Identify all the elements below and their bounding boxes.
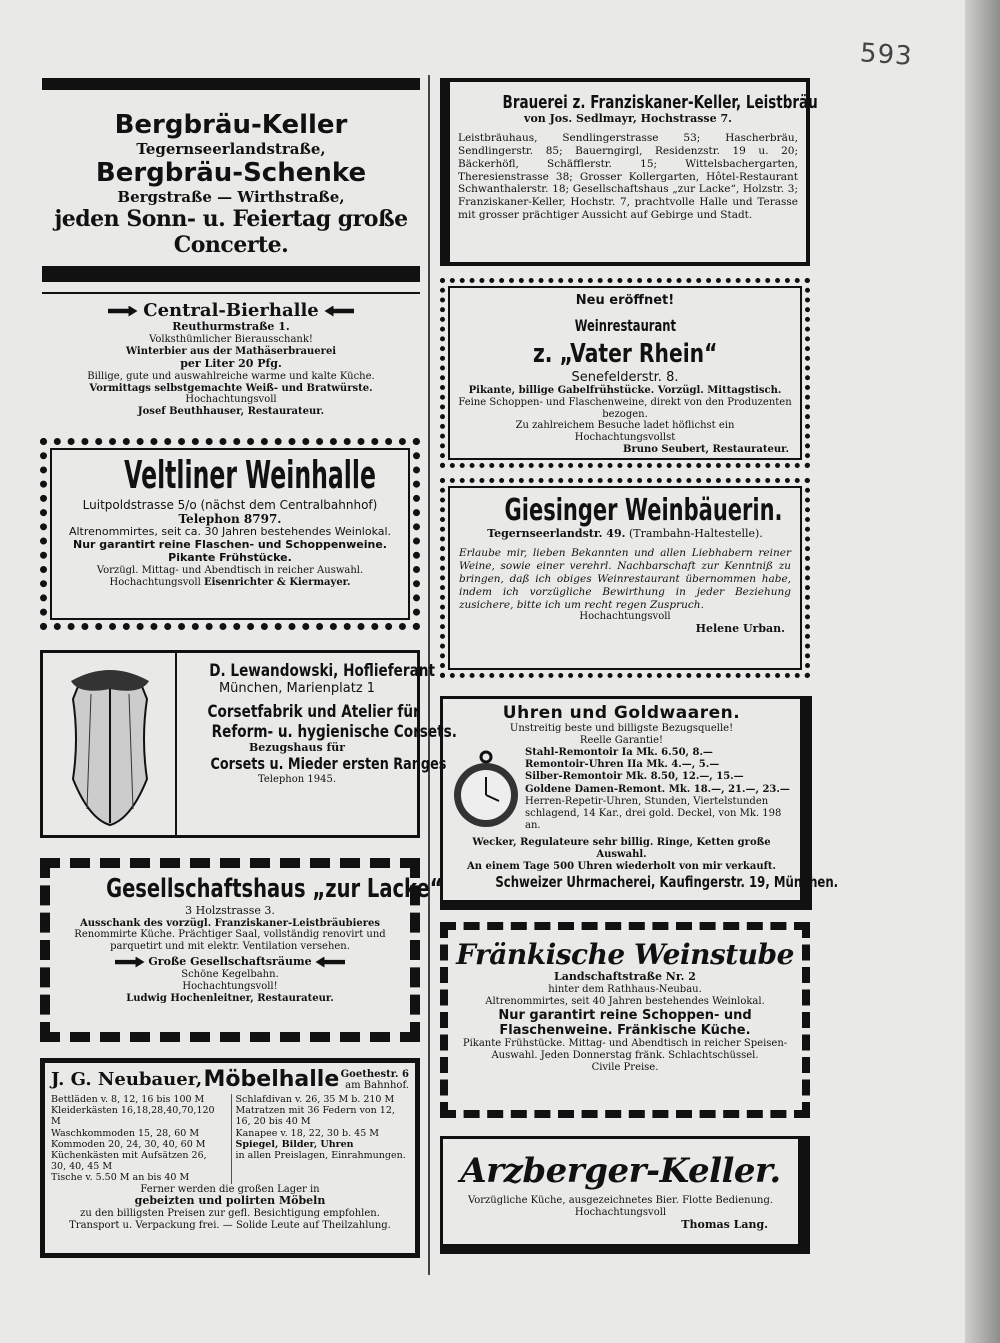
franziskaner-owner: von Jos. Sedlmayr, Hochstrasse 7. <box>524 112 732 126</box>
vaterrhein-signature: Bruno Seubert, Restaurateur. <box>623 443 789 455</box>
top-rule <box>42 78 420 90</box>
lacke-signature: Ludwig Hochenleitner, Restaurateur. <box>126 992 334 1004</box>
uhren-item: Silber-Remontoir Mk. 8.50, 12.—, 15.— <box>525 771 744 783</box>
pocket-watch-icon <box>451 749 521 829</box>
central-line: Volksthümlicher Bierausschank! <box>149 334 313 346</box>
fraenkische-line: Altrenommirtes, seit 40 Jahren bestehendes Weinlokal. <box>485 995 765 1007</box>
lewandowski-line: Reform- u. hygienische Corsets. <box>211 722 457 743</box>
page-edge <box>965 0 1000 1343</box>
uhren-sub: Reelle Garantie! <box>579 734 664 746</box>
uhren-item: Herren-Repetir-Uhren, Stunden, Viertelstunden schlagend, 14 Kar., drei gold. Deckel, von Mk. 198 an. <box>525 795 782 832</box>
central-line: per Liter 20 Pfg. <box>180 356 282 370</box>
moebel-item: Schlafdivan v. 26, 35 M b. 210 M <box>235 1094 395 1105</box>
vaterrhein-line: Feine Schoppen- und Flaschenweine, direkt von den Produzenten bezogen. <box>458 396 792 420</box>
fraenkische-address: Landschaftstraße Nr. 2 <box>554 970 696 984</box>
lewandowski-line: Corsetfabrik und Atelier für <box>207 702 420 723</box>
moebel-line: Ferner werden die großen Lager in <box>140 1183 320 1195</box>
franziskaner-text: Leistbräuhaus, Sendlingerstrasse 53; Hascherbräu, Sendlingerstr. 85; Bauerngirgl, Residenzstr. 19 u. 20; Bäckerhöfl, Schäfflerstr. 15; Wittelsbachergarten, Theresienstrasse 38; Grosser Kollergarten, Hôtel-Restaurant Schwanthalerstr. 18; Gesellschaftshaus „zur Lacke“, Holzstr. 3; Franziskaner-Keller, Hochstr. 7, prachtvolle Halle und Terasse mit grosser prächtiger Aussicht auf Gebirge und Stadt. <box>458 132 798 221</box>
central-signature: Josef Beuthhauser, Restaurateur. <box>137 406 325 418</box>
veltliner-signature: Eisenrichter & Kiermayer. <box>203 576 351 588</box>
moebel-line: gebeizten und polirten Möbeln <box>134 1194 326 1208</box>
ad-giesinger <box>440 478 810 678</box>
bergbraeu-title2: Bergbräu-Schenke <box>95 158 367 189</box>
lewandowski-address: München, Marienplatz 1 <box>218 681 376 697</box>
ad-lewandowski <box>40 650 457 838</box>
central-line: Reuthurmstraße 1. <box>172 320 290 334</box>
fraenkische-title: Fränkische Weinstube <box>456 938 794 971</box>
arzberger-line: Vorzügliche Küche, ausgezeichnetes Bier. Flotte Bedienung. <box>467 1195 774 1207</box>
fraenkische-line: Flaschenweine. Fränkische Küche. <box>499 1022 751 1038</box>
veltliner-line: Altrenommirtes, seit ca. 30 Jahren bestehendes Weinlokal. <box>68 525 392 539</box>
pointing-hand-icon <box>324 306 354 317</box>
lacke-rooms: Große Gesellschaftsräume <box>148 955 312 969</box>
bergbraeu-title: Bergbräu-Keller <box>114 110 348 140</box>
veltliner-line: Pikante Frühstücke. <box>168 551 292 565</box>
bergbraeu-slogan: jeden Sonn- u. Feiertag große Concerte. <box>54 205 408 258</box>
moebel-item: Spiegel, Bilder, Uhren <box>235 1138 354 1150</box>
lewandowski-phone: Telephon 1945. <box>257 774 337 786</box>
moebel-item: Tische v. 5.50 M an bis 40 M <box>51 1172 190 1184</box>
fraenkische-behind: hinter dem Rathhaus-Neubau. <box>548 984 702 995</box>
bergbraeu-street2: Bergstraße — Wirthstraße, <box>117 188 345 207</box>
arzberger-greeting: Hochachtungsvoll <box>574 1206 667 1218</box>
giesinger-address: Tegernseerlandstr. 49. <box>487 527 626 541</box>
lewandowski-line: Corsets u. Mieder ersten Ranges <box>210 754 447 774</box>
uhren-item: Stahl-Remontoir Ia Mk. 6.50, 8.— <box>525 747 713 758</box>
moebel-addr1: Goethestr. 6 <box>340 1068 409 1080</box>
pointing-hand-icon <box>108 306 138 317</box>
lacke-address: 3 Holzstrasse 3. <box>185 903 275 917</box>
fraenkische-prices: Civile Preise. <box>591 1061 659 1073</box>
moebel-item: Küchenkästen mit Aufsätzen 26, 30, 40, 45 M <box>51 1150 207 1173</box>
arzberger-title: Arzberger-Keller. <box>460 1151 781 1191</box>
vaterrhein-line: Zu zahlreichem Besuche ladet höflichst ein <box>515 420 735 432</box>
page-number: 593 <box>859 38 914 72</box>
fraenkische-line: Nur garantirt reine Schoppen- und <box>498 1007 752 1023</box>
ad-vater-rhein <box>440 278 810 468</box>
moebel-item: Kleiderkästen 16,18,28,40,70,120 M <box>51 1105 215 1128</box>
moebel-title: Möbelhalle <box>203 1067 340 1092</box>
moebel-item: Waschkommoden 15, 28, 60 M <box>51 1127 200 1139</box>
uhren-line: Wecker, Regulateure sehr billig. Ringe, Ketten große Auswahl. <box>472 837 771 860</box>
lacke-title: Gesellschaftshaus „zur Lacke“ <box>106 874 443 904</box>
lacke-line: Renommirte Küche. Prächtiger Saal, vollständig renovirt und <box>74 929 386 941</box>
giesinger-signature: Helene Urban. <box>695 622 785 636</box>
central-greeting: Hochachtungsvoll <box>185 394 277 406</box>
ad-central-bierhalle <box>42 292 420 430</box>
franziskaner-title: Brauerei z. Franziskaner-Keller, Leistbräu <box>502 92 818 113</box>
bergbraeu-street1: Tegernseerlandstraße, <box>136 139 326 158</box>
vaterrhein-title: z. „Vater Rhein“ <box>532 339 718 369</box>
bottom-rule <box>42 266 420 282</box>
uhren-line: An einem Tage 500 Uhren wiederholt von mir verkauft. <box>466 860 776 872</box>
lacke-line: Ausschank des vorzügl. Franziskaner-Leistbräubieres <box>79 917 381 929</box>
corset-illustration <box>51 659 169 831</box>
ad-arzberger <box>440 1136 810 1254</box>
lacke-line: parquetirt und mit elektr. Ventilation versehen. <box>110 941 350 953</box>
ad-uhren <box>440 696 839 910</box>
pointing-hand-icon <box>315 957 345 968</box>
arzberger-signature: Thomas Lang. <box>681 1217 768 1231</box>
uhren-footer: Schweizer Uhrmacherei, Kaufingerstr. 19, München. <box>495 873 839 892</box>
lacke-greeting: Hochachtungsvoll! <box>182 980 278 992</box>
ad-franziskaner <box>440 78 818 266</box>
moebel-item: Bettläden v. 8, 12, 16 bis 100 M <box>51 1094 205 1105</box>
moebel-item: Kanapee v. 18, 22, 30 b. 45 M <box>235 1127 379 1139</box>
moebel-item: Matratzen mit 36 Federn von 12, 16, 20 bis 40 M <box>235 1105 395 1128</box>
veltliner-phone: Telephon 8797. <box>178 511 282 526</box>
lacke-bowling: Schöne Kegelbahn. <box>181 969 279 980</box>
fraenkische-line: Pikante Frühstücke. Mittag- und Abendtisch in reicher Speisen-Auswahl. Jeden Donnerstag fränk. Schlachtschüssel. <box>462 1038 788 1062</box>
uhren-item: Remontoir-Uhren IIa Mk. 4.—, 5.— <box>525 759 720 771</box>
ad-bergbraeu <box>42 78 420 286</box>
ad-lacke <box>40 858 443 1042</box>
giesinger-greeting: Hochachtungsvoll <box>579 611 671 623</box>
veltliner-line: Vorzügl. Mittag- und Abendtisch in reicher Auswahl. <box>96 565 364 577</box>
ad-moebelhalle <box>40 1058 420 1258</box>
vaterrhein-prefix: Weinrestaurant <box>574 316 676 336</box>
pointing-hand-icon <box>115 957 145 968</box>
vaterrhein-line: Pikante, billige Gabelfrühstücke. Vorzügl. Mittagstisch. <box>468 385 782 396</box>
veltliner-title: Veltliner Weinhalle <box>124 453 376 497</box>
corset-icon <box>51 659 169 831</box>
vaterrhein-greeting: Hochachtungsvollst <box>574 432 676 444</box>
veltliner-line: Nur garantirt reine Flaschen- und Schoppenweine. <box>73 538 387 552</box>
lewandowski-line: Bezugshaus für <box>248 741 346 755</box>
moebel-line: Transport u. Verpackung frei. — Solide Leute auf Theilzahlung. <box>69 1220 391 1232</box>
central-line: Billige, gute und auswahlreiche warme und kalte Küche. <box>87 370 375 382</box>
moebel-addr2: am Bahnhof. <box>345 1079 409 1091</box>
giesinger-text: Erlaube mir, lieben Bekannten und allen Liebhabern reiner Weine, sowie einer verehrl. Nachbarschaft zur Kenntniß zu bringen, daß ich obiges Weinrestaurant übernommen habe, indem ich vorzügliche Bewirthung in jeder Beziehung zusichere, bitte ich um recht regen Zuspruch. <box>459 547 791 611</box>
uhren-sub: Unstreitig beste und billigste Bezugsquelle! <box>509 723 734 735</box>
uhren-item: Goldene Damen-Remont. Mk. 18.—, 21.—, 23.— <box>525 783 790 795</box>
veltliner-greeting: Hochachtungsvoll <box>109 576 201 588</box>
veltliner-address: Luitpoldstrasse 5/o (nächst dem Centralbahnhof) <box>82 497 378 512</box>
moebel-item: in allen Preislagen, Einrahmungen. <box>235 1150 406 1162</box>
central-title: Central-Bierhalle <box>143 300 319 321</box>
ad-veltliner <box>40 438 420 630</box>
giesinger-tram: (Trambahn-Haltestelle). <box>628 527 763 541</box>
central-line: Vormittags selbstgemachte Weiß- und Bratwürste. <box>89 382 373 394</box>
ad-fraenkische <box>440 922 810 1118</box>
moebel-item: Kommoden 20, 24, 30, 40, 60 M <box>51 1138 206 1150</box>
uhren-title: Uhren und Goldwaaren. <box>502 703 741 723</box>
central-line: Winterbier aus der Mathäserbrauerei <box>125 346 337 357</box>
moebel-name: J. G. Neubauer, <box>51 1069 203 1090</box>
vaterrhein-new: Neu eröffnet! <box>575 293 675 308</box>
moebel-line: zu den billigsten Preisen zur gefl. Besichtigung empfohlen. <box>80 1208 380 1220</box>
vaterrhein-address: Senefelderstr. 8. <box>571 369 679 385</box>
lewandowski-title: D. Lewandowski, Hoflieferant <box>209 661 435 681</box>
giesinger-title: Giesinger Weinbäuerin. <box>504 493 783 528</box>
